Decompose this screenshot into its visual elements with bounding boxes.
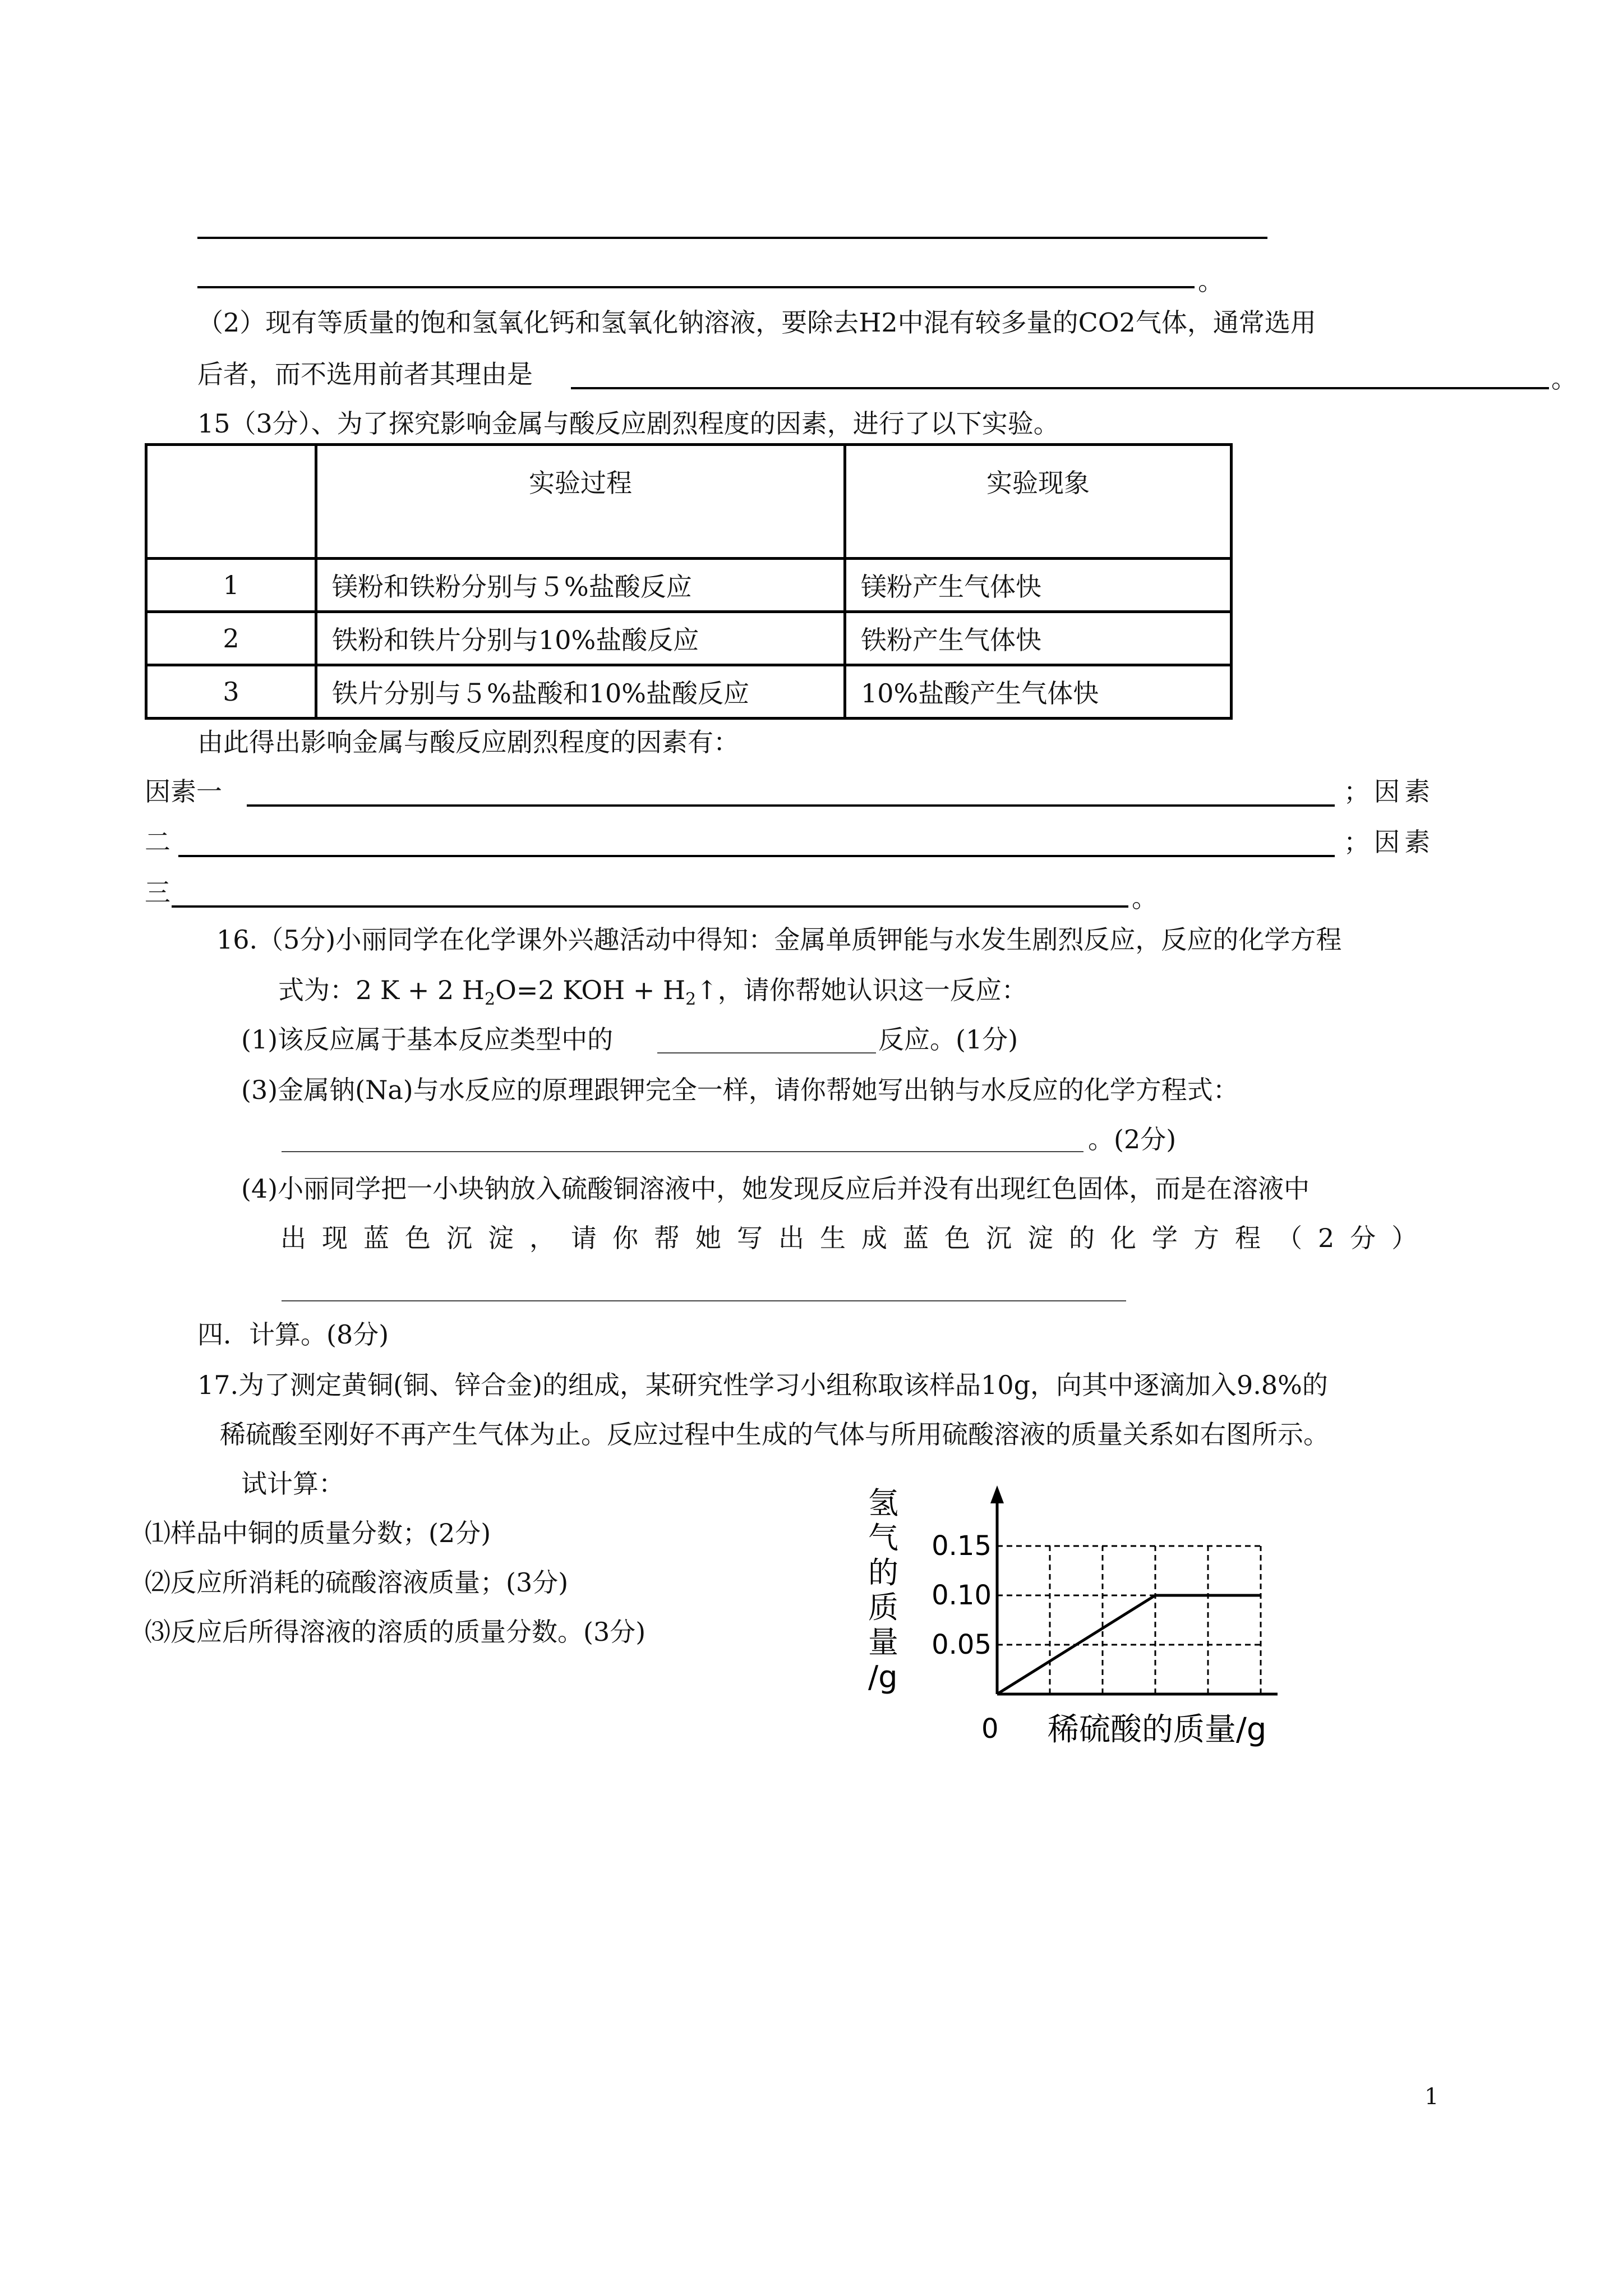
subscript: 2: [485, 990, 496, 1010]
x-axis-label: 稀硫酸的质量/g: [1048, 1711, 1267, 1748]
question-part: 。(2分): [1088, 1124, 1177, 1154]
table-cell: 铁粉和铁片分别与10%盐酸反应: [316, 612, 845, 665]
factor-label: 二: [145, 827, 170, 857]
equation-text: 式为：2 K + 2 H: [278, 975, 485, 1005]
question-part: (4)小丽同学把一小块钠放入硫酸铜溶液中，她发现反应后并没有出现红色固体，而是在溶液中: [241, 1174, 1310, 1204]
table-header-cell: [146, 445, 316, 559]
equation-line: [278, 977, 1027, 1008]
y-axis-label: 量: [868, 1625, 898, 1660]
y-axis-label: 的: [868, 1555, 898, 1590]
table-cell: 镁粉产生气体快: [845, 559, 1232, 612]
equation-text: O=2 KOH + H: [495, 975, 686, 1005]
answer-line: [197, 286, 1195, 288]
page-number: 1: [1424, 2084, 1439, 2110]
question-text: 试计算：: [241, 1469, 344, 1499]
y-axis-arrow-icon: [990, 1485, 1004, 1503]
answer-line: [247, 804, 1335, 807]
question-part: 反应。(1分): [878, 1024, 1018, 1055]
period: 。: [1198, 266, 1224, 296]
answer-line: [571, 387, 1549, 389]
question-text: 稀硫酸至刚好不再产生气体为止。反应过程中生成的气体与所用硫酸溶液的质量关系如右图所示。: [220, 1419, 1329, 1450]
subscript: 2: [685, 990, 697, 1010]
hydrogen-mass-chart: [858, 1481, 1329, 1761]
y-axis-label: 气: [868, 1520, 898, 1556]
equation-text: ，请你帮她认识这一反应：: [717, 975, 1027, 1005]
period: 。: [1551, 364, 1577, 394]
table-row: [146, 665, 1232, 719]
chart-grid: [997, 1546, 1261, 1694]
chart-axes: [990, 1485, 1278, 1694]
factor-tail: ；因素: [1344, 776, 1435, 807]
table-cell: 铁片分别与５%盐酸和10%盐酸反应: [316, 665, 845, 719]
table-header-cell: 实验过程: [316, 445, 845, 559]
question-part: (3)金属钠(Na)与水反应的原理跟钾完全一样，请你帮她写出钠与水反应的化学方程式：: [241, 1075, 1239, 1105]
y-tick-label: 0.10: [932, 1580, 992, 1611]
question-part: ⑵反应所消耗的硫酸溶液质量；(3分): [145, 1567, 569, 1598]
experiment-table: [145, 443, 1233, 720]
answer-line: [657, 1052, 876, 1053]
y-tick-label: 0.05: [932, 1629, 992, 1660]
question-text: 后者，而不选用前者其理由是: [197, 359, 533, 389]
y-axis-label: /g: [868, 1659, 898, 1695]
factor-label: 因素一: [145, 776, 222, 807]
factor-tail: ；因素: [1344, 827, 1435, 857]
answer-line: [172, 905, 1128, 908]
table-cell: 镁粉和铁粉分别与５%盐酸反应: [316, 559, 845, 612]
question-text: （2）现有等质量的饱和氢氧化钙和氢氧化钠溶液，要除去H2中混有较多量的CO2气体，通常选用: [197, 307, 1316, 338]
question-part: (1)该反应属于基本反应类型中的: [241, 1024, 614, 1055]
table-row: [146, 612, 1232, 665]
table-row: [146, 559, 1232, 612]
gas-arrow-icon: ↑: [696, 975, 718, 1005]
factor-label: 三: [145, 877, 170, 908]
question-part: ⑶反应后所得溶液的溶质的质量分数。(3分): [145, 1617, 646, 1647]
table-header-row: [146, 445, 1232, 559]
question-text: 16.（5分)小丽同学在化学课外兴趣活动中得知：金属单质钾能与水发生剧烈反应，反应的化学方程: [216, 924, 1342, 955]
table-cell: 2: [146, 612, 316, 665]
table-cell: 1: [146, 559, 316, 612]
table-header-cell: 实验现象: [845, 445, 1232, 559]
y-axis-label: 质: [868, 1590, 898, 1625]
answer-line: [282, 1151, 1083, 1152]
table-cell: 铁粉产生气体快: [845, 612, 1232, 665]
answer-line: [197, 237, 1267, 239]
origin-label: 0: [981, 1713, 999, 1745]
table-cell: 10%盐酸产生气体快: [845, 665, 1232, 719]
section-title: 四．计算。(8分): [197, 1319, 389, 1350]
period: 。: [1132, 883, 1158, 913]
conclusion-text: 由此得出影响金属与酸反应剧烈程度的因素有：: [197, 727, 739, 757]
answer-line: [178, 855, 1335, 857]
y-tick-label: 0.15: [932, 1530, 992, 1562]
question-part: ⑴样品中铜的质量分数；(2分): [145, 1518, 491, 1548]
question-part: 出现蓝色沉淀，请你帮她写出生成蓝色沉淀的化学方程（2分）: [280, 1223, 1433, 1253]
answer-line: [282, 1300, 1126, 1301]
y-axis-label: 氢: [868, 1485, 898, 1521]
chart-labels: [868, 1485, 1266, 1748]
question-title: 15（3分）、为了探究影响金属与酸反应剧烈程度的因素，进行了以下实验。: [197, 408, 1059, 439]
table-cell: 3: [146, 665, 316, 719]
question-text: 17.为了测定黄铜(铜、锌合金)的组成，某研究性学习小组称取该样品10g，向其中逐滴加入9.8%的: [197, 1370, 1328, 1400]
